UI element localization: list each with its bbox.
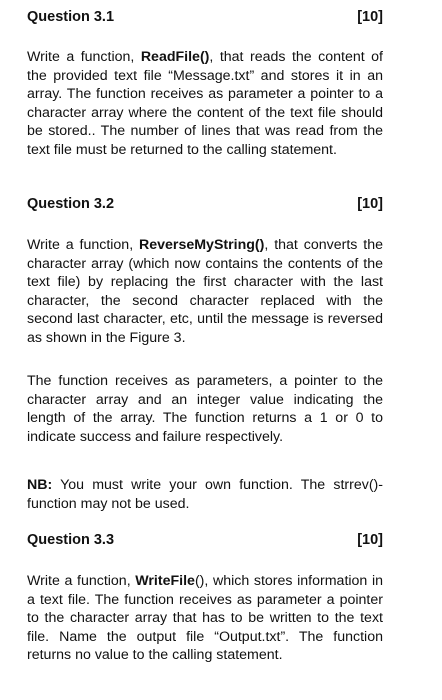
para-text-pre: Write a function, xyxy=(27,573,136,589)
function-name: WriteFile xyxy=(135,573,195,589)
question-title: Question 3.3 xyxy=(27,532,115,548)
para-text-pre: Write a function, xyxy=(27,237,140,253)
question-3-2-text xyxy=(27,236,383,348)
question-3-3-text xyxy=(27,572,383,665)
para-text-post: The function receives as parameters, a pointer to the character array and an integer value indicating the length of the array. The function returns a 1 or 0 to indicate success and failure respectively. xyxy=(27,373,383,445)
question-3-2-header xyxy=(27,196,383,216)
question-3-2-note xyxy=(27,476,383,513)
question-title: Question 3.1 xyxy=(27,9,115,25)
function-name: ReadFile() xyxy=(140,49,210,65)
note-label: NB: xyxy=(27,477,53,493)
para-text-pre: Write a function, xyxy=(27,49,141,65)
para-text-post: (), which stores information in a text file. The function receives as parameter a pointer to the character array that has to be written to the text file. Name the output file “Output.txt”. The function returns no value to the calling statement. xyxy=(27,573,383,664)
note-text: You must write your own function. The strrev()-function may not be used. xyxy=(27,477,383,512)
para-text-post: , that reads the content of the provided text file “Message.txt” and stores it in an array. The function receives as parameter a pointer to a character array where the content of the text file should be stored.. The number of lines that was read from the text file must be returned to the calling statement. xyxy=(27,49,383,158)
question-3-2-parameters-text xyxy=(27,372,383,446)
question-title: Question 3.2 xyxy=(27,196,115,212)
question-3-1-text xyxy=(27,48,383,160)
question-marks: [10] xyxy=(357,196,383,212)
question-marks: [10] xyxy=(357,532,383,548)
function-name: ReverseMyString() xyxy=(139,237,265,253)
para-text-post: , that converts the character array (which now contains the contents of the text file) by replacing the first character with the last character, the second character replaced with the second last character, etc, until the message is reversed as shown in the Figure 3. xyxy=(27,237,383,346)
question-3-3-header xyxy=(27,532,383,552)
question-marks: [10] xyxy=(357,9,383,25)
question-3-1-header xyxy=(27,9,383,29)
